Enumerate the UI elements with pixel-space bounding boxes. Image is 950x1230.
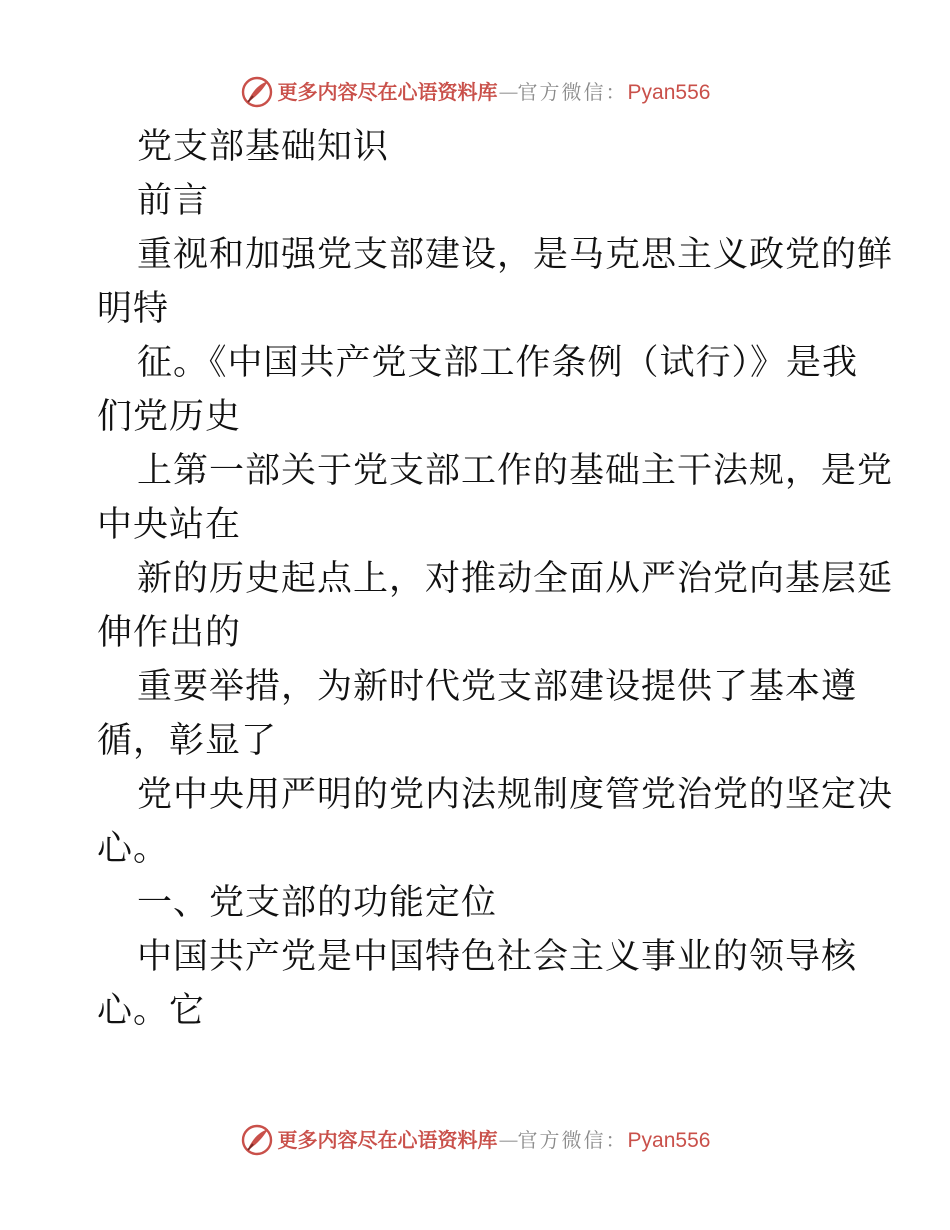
watermark-wechat-id: Pyan556 [627, 80, 711, 104]
section-heading-preface: 前言 [137, 181, 210, 221]
footer-watermark [0, 1120, 950, 1160]
paragraph-line: 重视和加强党支部建设，是马克思主义政党的鲜 [137, 235, 894, 275]
watermark-separator: — [498, 1128, 517, 1152]
paragraph-line: 伸作出的 [97, 613, 242, 653]
paragraph-line: 中国共产党是中国特色社会主义事业的领导核 [137, 937, 858, 977]
paragraph-line: 心。它 [97, 991, 206, 1031]
watermark-brand: 更多内容尽在心语资料库 [277, 80, 498, 104]
paragraph-line: 心。 [97, 829, 170, 869]
paragraph-line: 重要举措，为新时代党支部建设提供了基本遵 [137, 667, 858, 707]
watermark-separator: — [498, 80, 517, 104]
watermark-official-label: 官方微信： [517, 1128, 628, 1152]
paragraph-line: 明特 [97, 289, 170, 329]
paragraph-line: 党中央用严明的党内法规制度管党治党的坚定决 [137, 775, 894, 815]
watermark-brand: 更多内容尽在心语资料库 [277, 1128, 498, 1152]
header-watermark [0, 72, 950, 112]
paragraph-line: 征。《中国共产党支部工作条例（试行）》是我 [137, 343, 859, 383]
paragraph-line: 新的历史起点上，对推动全面从严治党向基层延 [137, 559, 894, 599]
watermark-official-label: 官方微信： [517, 80, 628, 104]
section-heading-function: 一、党支部的功能定位 [137, 883, 498, 923]
quill-logo-icon [240, 1123, 274, 1157]
paragraph-line: 上第一部关于党支部工作的基础主干法规，是党 [137, 451, 894, 491]
document-body [97, 120, 894, 1038]
paragraph-line: 们党历史 [97, 397, 242, 437]
watermark-wechat-id: Pyan556 [627, 1128, 711, 1152]
paragraph-line: 循，彰显了 [97, 721, 278, 761]
document-title: 党支部基础知识 [137, 127, 390, 167]
paragraph-line: 中央站在 [97, 505, 242, 545]
quill-logo-icon [240, 75, 274, 109]
